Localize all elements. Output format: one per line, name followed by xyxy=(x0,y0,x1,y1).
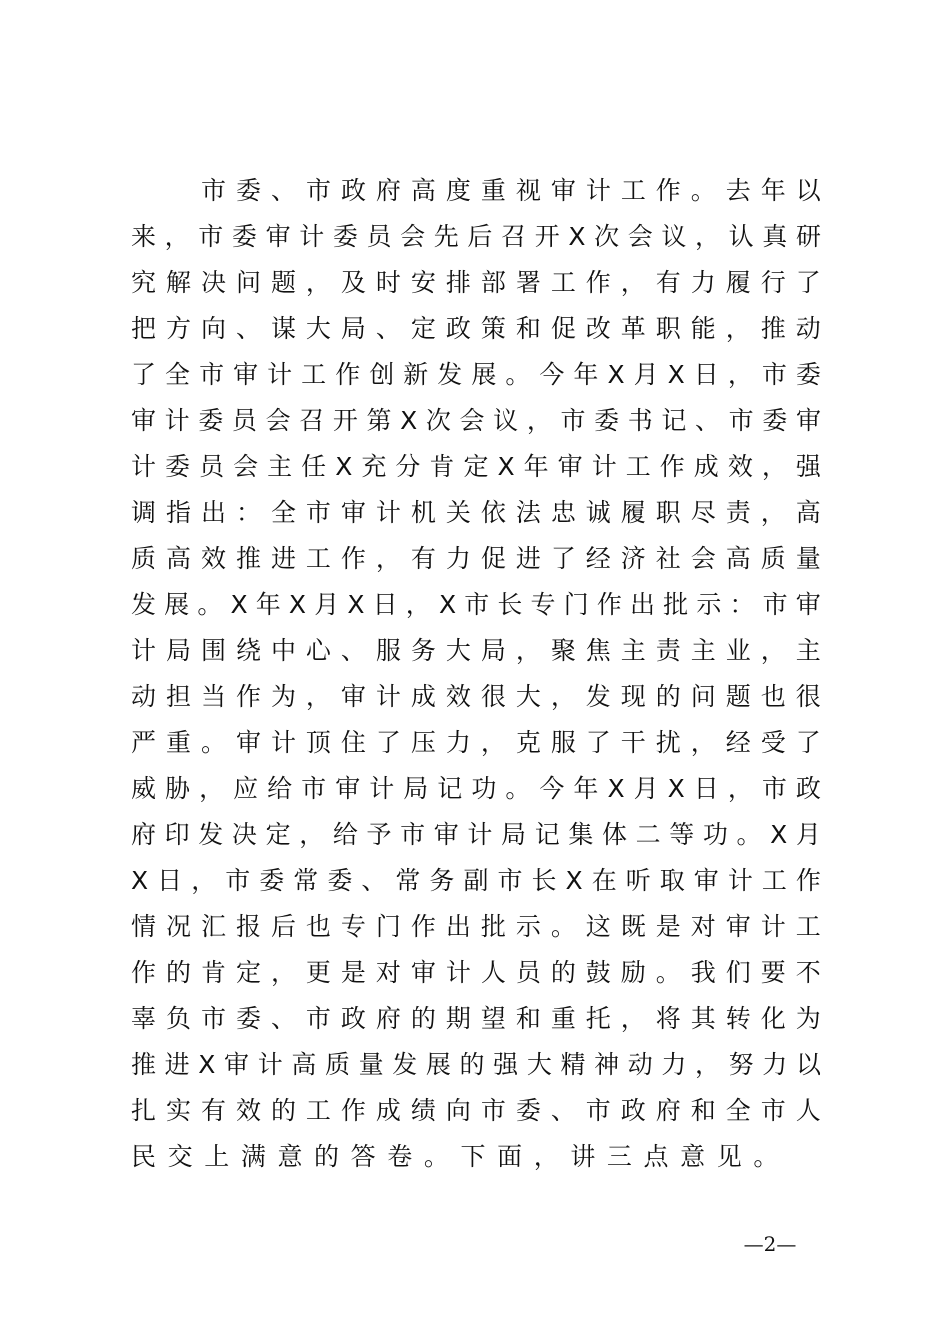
text-line: 计 局 围 绕 中 心 、 服 务 大 局 ， 聚 焦 主 责 主 业 ， 主 xyxy=(131,636,821,665)
text-line: 质 高 效 推 进 工 作 ， 有 力 促 进 了 经 济 社 会 高 质 量 xyxy=(131,544,821,573)
text-line: 市 委 、 市 政 府 高 度 重 视 审 计 工 作 。 去 年 以 xyxy=(201,176,821,205)
text-line: 调 指 出 ： 全 市 审 计 机 关 依 法 忠 诚 履 职 尽 责 ， 高 xyxy=(131,498,821,527)
page-number: —2— xyxy=(743,1232,797,1256)
text-line: 情 况 汇 报 后 也 专 门 作 出 批 示 。 这 既 是 对 审 计 工 xyxy=(131,912,821,941)
text-line: 民 交 上 满 意 的 答 卷 。 下 面 ， 讲 三 点 意 见 。 xyxy=(131,1142,779,1171)
text-line: 把 方 向 、 谋 大 局 、 定 政 策 和 促 改 革 职 能 ， 推 动 xyxy=(131,314,821,343)
text-line: 推 进 X 审 计 高 质 量 发 展 的 强 大 精 神 动 力 ， 努 力 以 xyxy=(131,1050,821,1079)
body-paragraph xyxy=(131,168,821,1180)
text-line: 计 委 员 会 主 任 X 充 分 肯 定 X 年 审 计 工 作 成 效 ， 强 xyxy=(131,452,821,481)
text-line: 辜 负 市 委 、 市 政 府 的 期 望 和 重 托 ， 将 其 转 化 为 xyxy=(131,1004,821,1033)
text-line: 威 胁 ， 应 给 市 审 计 局 记 功 。 今 年 X 月 X 日 ， 市 政 xyxy=(131,774,821,803)
text-line: 扎 实 有 效 的 工 作 成 绩 向 市 委 、 市 政 府 和 全 市 人 xyxy=(131,1096,821,1125)
text-line: 严 重 。 审 计 顶 住 了 压 力 ， 克 服 了 干 扰 ， 经 受 了 xyxy=(131,728,821,757)
text-line: 究 解 决 问 题 ， 及 时 安 排 部 署 工 作 ， 有 力 履 行 了 xyxy=(131,268,821,297)
text-line: 府 印 发 决 定 ， 给 予 市 审 计 局 记 集 体 二 等 功 。 X 月 xyxy=(131,820,821,849)
text-line: 来 ， 市 委 审 计 委 员 会 先 后 召 开 X 次 会 议 ， 认 真 研 xyxy=(131,222,821,251)
text-line: 发 展 。 X 年 X 月 X 日 ， X 市 长 专 门 作 出 批 示 ： 市 审 xyxy=(131,590,821,619)
text-line: 了 全 市 审 计 工 作 创 新 发 展 。 今 年 X 月 X 日 ， 市 委 xyxy=(131,360,821,389)
text-line: 动 担 当 作 为 ， 审 计 成 效 很 大 ， 发 现 的 问 题 也 很 xyxy=(131,682,821,711)
text-line: 审 计 委 员 会 召 开 第 X 次 会 议 ， 市 委 书 记 、 市 委 审 xyxy=(131,406,821,435)
text-line: X 日 ， 市 委 常 委 、 常 务 副 市 长 X 在 听 取 审 计 工 作 xyxy=(131,866,821,895)
text-line: 作 的 肯 定 ， 更 是 对 审 计 人 员 的 鼓 励 。 我 们 要 不 xyxy=(131,958,821,987)
